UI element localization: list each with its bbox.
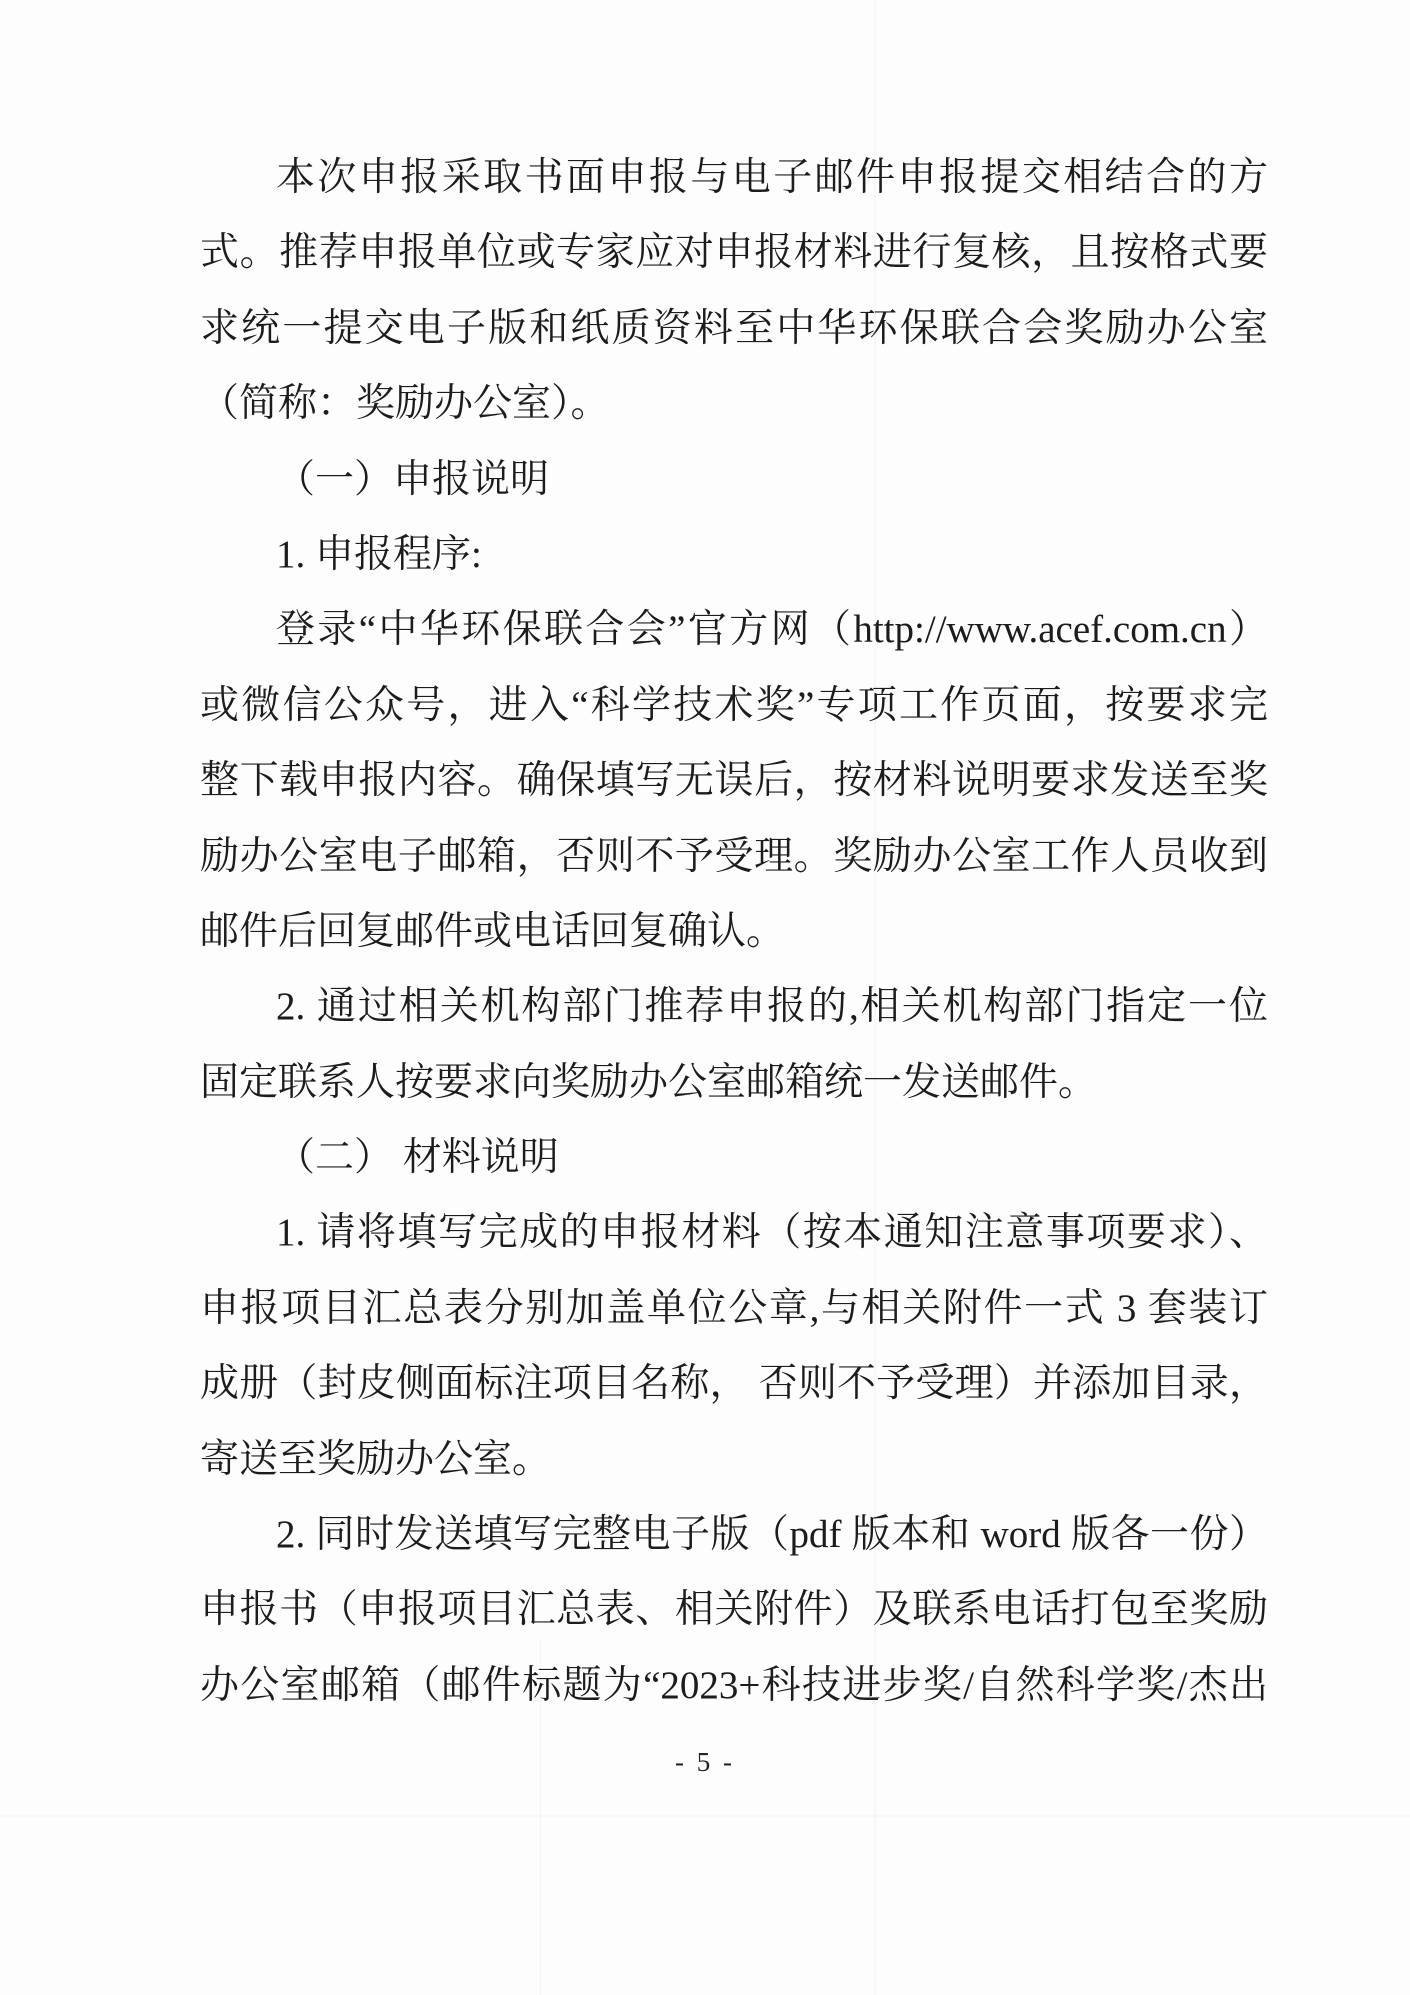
text-line: 1. 请将填写完成的申报材料（按本通知注意事项要求）、 <box>276 1211 1268 1255</box>
scan-artifact <box>0 1815 1410 1817</box>
text-line: 申报书（申报项目汇总表、相关附件）及联系电话打包至奖励 <box>200 1588 1268 1632</box>
text-line: 登录“中华环保联合会”官方网（http://www.acef.com.cn） <box>276 608 1268 652</box>
text-line: （一）申报说明 <box>276 457 550 501</box>
text-line: （二） 材料说明 <box>276 1136 559 1180</box>
text-line: 式。推荐申报单位或专家应对申报材料进行复核，且按格式要 <box>200 231 1268 275</box>
text-line: 1. 申报程序: <box>276 532 482 576</box>
document-body <box>200 140 1268 1723</box>
text-line: 固定联系人按要求向奖励办公室邮箱统一发送邮件。 <box>200 1060 1098 1104</box>
text-line: 寄送至奖励办公室。 <box>200 1437 552 1481</box>
text-line: 成册（封皮侧面标注项目名称， 否则不予受理）并添加目录， <box>200 1362 1268 1406</box>
text-line: 求统一提交电子版和纸质资料至中华环保联合会奖励办公室 <box>200 306 1268 350</box>
text-line: 2. 通过相关机构部门推荐申报的,相关机构部门指定一位 <box>276 985 1268 1029</box>
text-line: 或微信公众号，进入“科学技术奖”专项工作页面，按要求完 <box>200 683 1268 727</box>
text-line: 整下载申报内容。确保填写无误后，按材料说明要求发送至奖 <box>200 759 1268 803</box>
text-line: 邮件后回复邮件或电话回复确认。 <box>200 909 786 953</box>
text-line: 办公室邮箱（邮件标题为“2023+科技进步奖/自然科学奖/杰出 <box>200 1663 1268 1707</box>
text-line: （简称：奖励办公室）。 <box>200 382 610 426</box>
text-line: 2. 同时发送填写完整电子版（pdf 版本和 word 版各一份） <box>276 1513 1268 1557</box>
text-line: 申报项目汇总表分别加盖单位公章,与相关附件一式 3 套装订 <box>200 1286 1268 1330</box>
text-line: 励办公室电子邮箱，否则不予受理。奖励办公室工作人员收到 <box>200 834 1268 878</box>
text-line: 本次申报采取书面申报与电子邮件申报提交相结合的方 <box>276 156 1268 199</box>
page-number: - 5 - <box>675 1747 735 1777</box>
